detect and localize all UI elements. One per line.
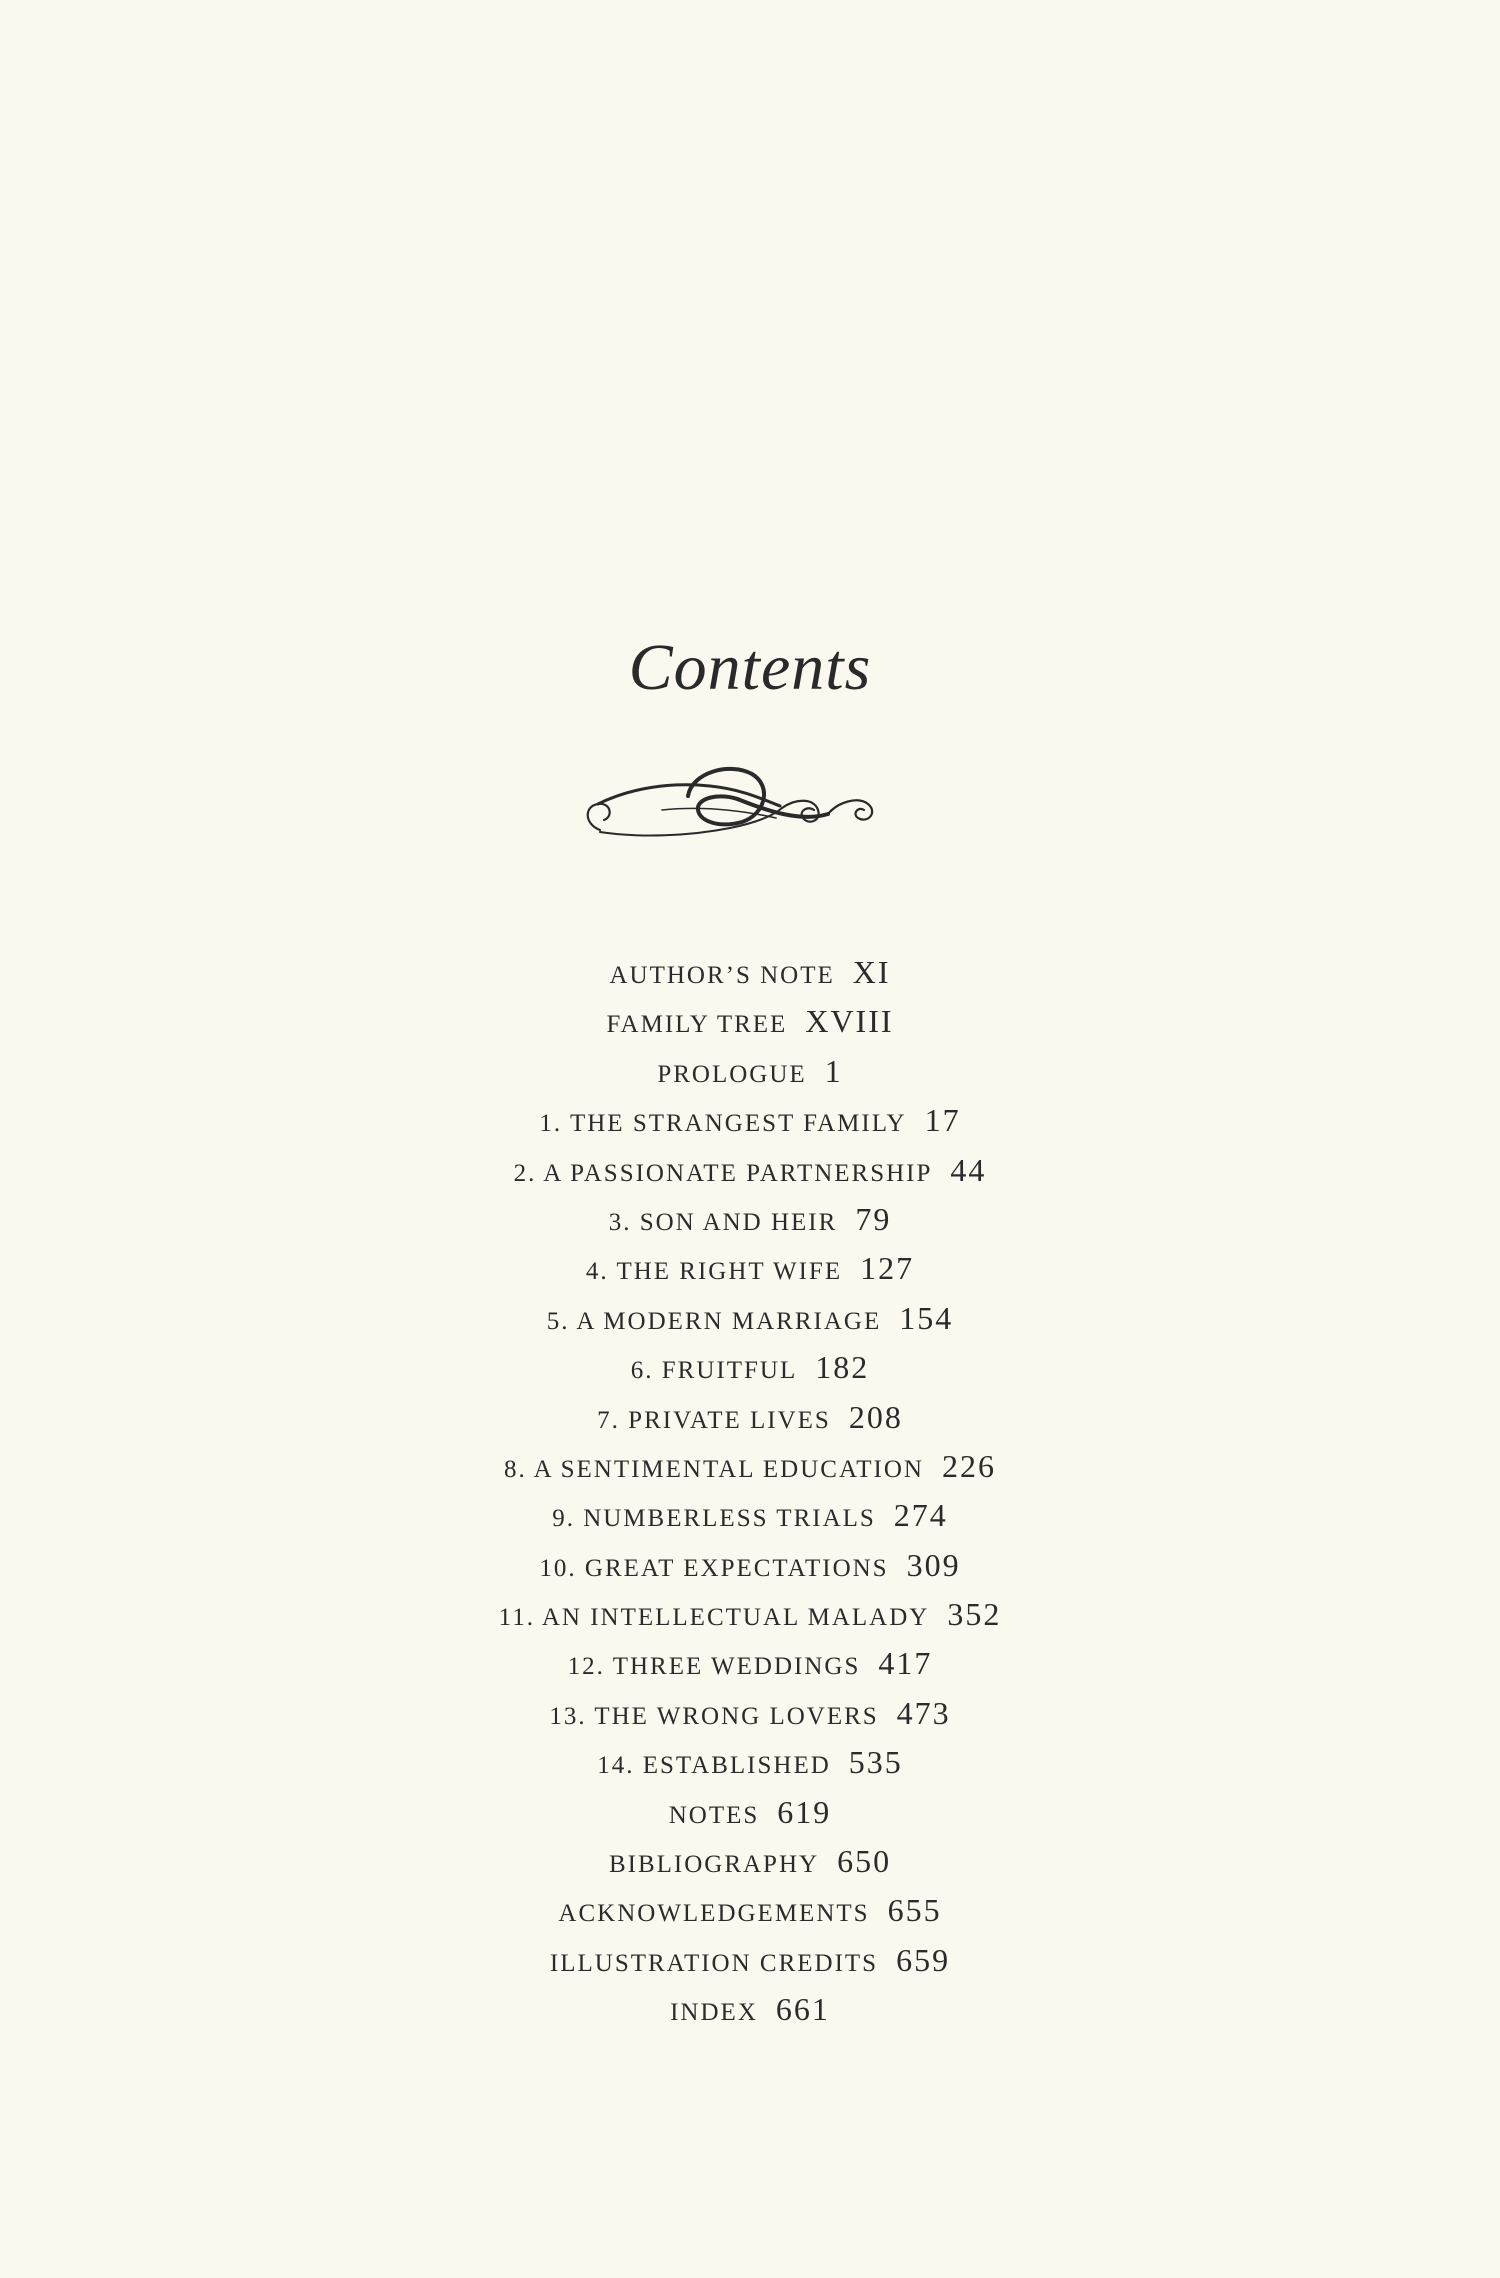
entry-page-number: 309 <box>906 1546 961 1583</box>
entry-page-number: 17 <box>924 1102 961 1139</box>
entry-label: 8. A SENTIMENTAL EDUCATION <box>504 1455 924 1483</box>
toc-entry <box>0 1738 1500 1787</box>
entry-label: 11. AN INTELLECTUAL MALADY <box>498 1604 930 1632</box>
toc-entry <box>0 1442 1500 1491</box>
entry-label: 9. NUMBERLESS TRIALS <box>552 1505 876 1533</box>
entry-page-number: 650 <box>837 1843 892 1880</box>
entry-page-number: 1 <box>824 1052 843 1089</box>
toc-entry <box>0 1886 1500 1935</box>
toc-entry <box>0 1244 1500 1293</box>
entry-page-number: 226 <box>941 1447 996 1484</box>
entry-label: ILLUSTRATION CREDITS <box>549 1949 879 1977</box>
entry-label: INDEX <box>670 1999 758 2027</box>
toc-entry <box>0 1689 1500 1738</box>
toc-entry <box>0 1294 1500 1343</box>
entry-label: FAMILY TREE <box>606 1011 788 1039</box>
entry-label: 3. SON AND HEIR <box>608 1208 838 1236</box>
entry-label: NOTES <box>668 1801 760 1829</box>
entry-page-number: 79 <box>855 1200 892 1237</box>
entry-page-number: 352 <box>947 1596 1002 1633</box>
entry-label: 7. PRIVATE LIVES <box>597 1406 831 1434</box>
entry-page-number: 417 <box>878 1645 933 1682</box>
entry-page-number: XI <box>852 954 891 990</box>
entry-page-number: 44 <box>950 1151 987 1188</box>
toc-entry <box>0 1491 1500 1540</box>
entry-page-number: 182 <box>815 1349 870 1386</box>
entry-page-number: 659 <box>896 1941 951 1978</box>
entry-label: 1. THE STRANGEST FAMILY <box>539 1110 907 1138</box>
entry-label: PROLOGUE <box>657 1060 807 1088</box>
entry-label: 14. ESTABLISHED <box>597 1752 831 1780</box>
entry-label: 12. THREE WEDDINGS <box>567 1653 861 1681</box>
entry-label: 4. THE RIGHT WIFE <box>585 1258 843 1286</box>
entry-label: BIBLIOGRAPHY <box>608 1851 820 1879</box>
toc-entry <box>0 1096 1500 1145</box>
toc-entry <box>0 997 1500 1046</box>
entry-page-number: XVIII <box>805 1003 894 1040</box>
entry-label: 13. THE WRONG LOVERS <box>549 1702 879 1730</box>
toc-entry <box>0 1936 1500 1985</box>
toc-entry <box>0 948 1500 997</box>
toc-entry <box>0 1047 1500 1096</box>
toc-entry <box>0 1393 1500 1442</box>
table-of-contents <box>0 948 1500 2035</box>
entry-page-number: 661 <box>775 1991 830 2028</box>
toc-entry <box>0 1788 1500 1837</box>
toc-entry <box>0 1146 1500 1195</box>
entry-page-number: 208 <box>848 1398 903 1435</box>
entry-label: ACKNOWLEDGEMENTS <box>558 1900 870 1928</box>
toc-entry <box>0 1985 1500 2034</box>
toc-entry <box>0 1541 1500 1590</box>
entry-label: 2. A PASSIONATE PARTNERSHIP <box>513 1159 933 1187</box>
toc-entry <box>0 1837 1500 1886</box>
entry-page-number: 619 <box>777 1793 832 1830</box>
entry-page-number: 535 <box>848 1744 903 1781</box>
entry-page-number: 655 <box>887 1892 942 1929</box>
toc-entry <box>0 1343 1500 1392</box>
toc-entry <box>0 1195 1500 1244</box>
entry-label: 6. FRUITFUL <box>630 1357 798 1385</box>
page-title: Contents <box>628 631 872 704</box>
entry-page-number: 274 <box>893 1497 948 1534</box>
entry-page-number: 473 <box>896 1694 951 1731</box>
entry-label: 5. A MODERN MARRIAGE <box>546 1307 882 1335</box>
entry-label: 10. GREAT EXPECTATIONS <box>539 1554 889 1582</box>
toc-entry <box>0 1590 1500 1639</box>
entry-page-number: 154 <box>899 1299 954 1336</box>
flourish-ornament-icon <box>570 752 910 862</box>
entry-label: AUTHOR’S NOTE <box>609 962 835 989</box>
toc-entry <box>0 1639 1500 1688</box>
entry-page-number: 127 <box>860 1250 915 1287</box>
